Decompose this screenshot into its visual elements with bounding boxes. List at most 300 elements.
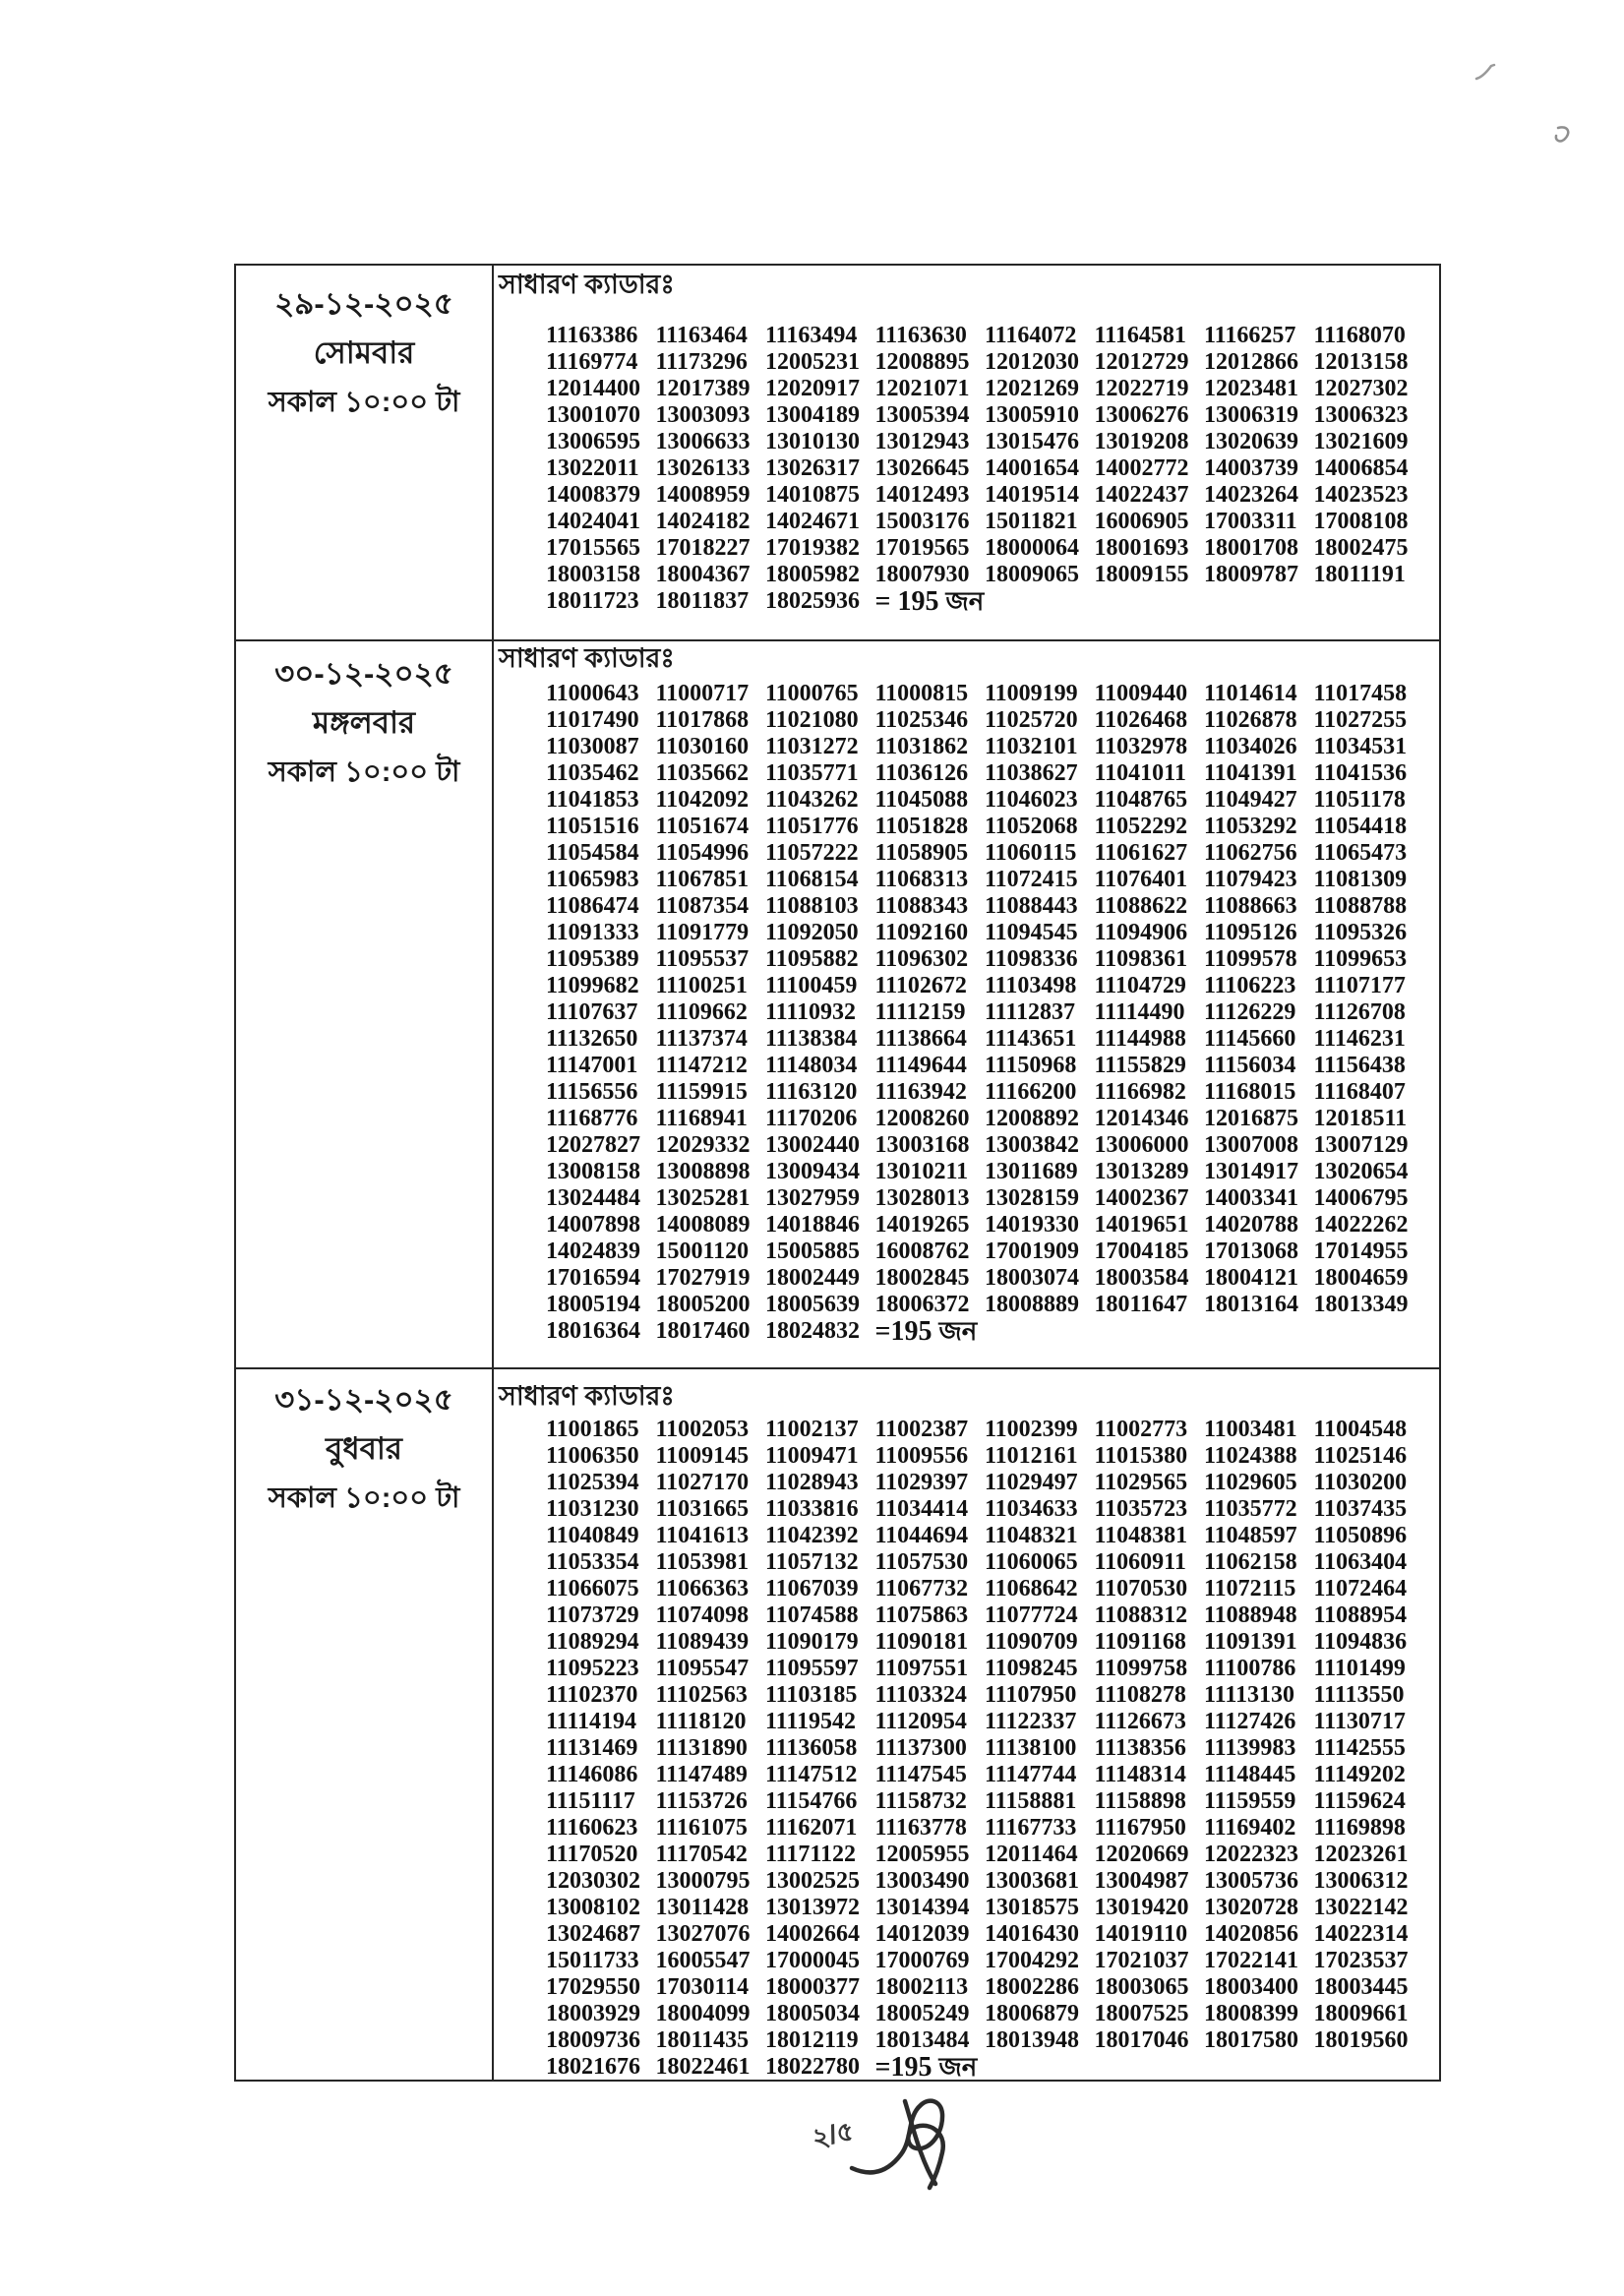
roll-number: 11164581 bbox=[1094, 323, 1186, 348]
roll-number: 12005955 bbox=[874, 1842, 970, 1867]
roll-number: 11158732 bbox=[874, 1788, 967, 1814]
roll-numbers bbox=[499, 1417, 1439, 2080]
roll-number: 13019420 bbox=[1094, 1895, 1189, 1920]
roll-row bbox=[546, 349, 1439, 376]
roll-number: 18024832 bbox=[765, 1318, 860, 1344]
roll-number: 11147212 bbox=[655, 1053, 748, 1078]
roll-number: 11131469 bbox=[546, 1735, 638, 1761]
exam-date: ৩১-১২-২০২৫ bbox=[274, 1382, 453, 1417]
roll-number: 14024839 bbox=[546, 1239, 640, 1264]
roll-number: 11044694 bbox=[874, 1523, 969, 1548]
roll-number: 11168776 bbox=[546, 1106, 638, 1131]
roll-number: 11072415 bbox=[985, 867, 1078, 892]
roll-number: 11090181 bbox=[874, 1629, 969, 1655]
roll-number: 11061627 bbox=[1094, 840, 1188, 866]
roll-number: 11131890 bbox=[655, 1735, 748, 1761]
roll-number: 14019330 bbox=[985, 1212, 1079, 1238]
roll-number: 11035772 bbox=[1204, 1496, 1297, 1522]
roll-number: 11118120 bbox=[655, 1709, 747, 1734]
roll-number: 13027076 bbox=[655, 1921, 751, 1947]
date-cell bbox=[236, 641, 494, 1367]
roll-number: 17014955 bbox=[1313, 1239, 1409, 1264]
roll-number: 11108278 bbox=[1094, 1682, 1186, 1708]
roll-number: 11148034 bbox=[765, 1053, 858, 1078]
roll-number: 11119542 bbox=[765, 1709, 857, 1734]
roll-number: 13025281 bbox=[655, 1185, 751, 1211]
roll-number: 11051516 bbox=[546, 814, 639, 839]
roll-row bbox=[546, 1132, 1439, 1159]
roll-number: 11053292 bbox=[1204, 814, 1297, 839]
roll-number: 11058905 bbox=[874, 840, 969, 866]
roll-number: 12020917 bbox=[765, 376, 860, 401]
roll-number: 11096302 bbox=[874, 946, 969, 972]
total-row bbox=[546, 1318, 1439, 1345]
roll-number: 11148314 bbox=[1094, 1762, 1186, 1787]
roll-number: 11122337 bbox=[985, 1709, 1077, 1734]
roll-row bbox=[546, 867, 1439, 893]
roll-row bbox=[546, 2027, 1439, 2054]
roll-number: 18008399 bbox=[1204, 2001, 1298, 2026]
roll-number: 12012729 bbox=[1094, 349, 1189, 375]
roll-number: 11031862 bbox=[874, 734, 969, 759]
roll-number: 11017490 bbox=[546, 707, 639, 733]
roll-number: 15001120 bbox=[655, 1239, 750, 1264]
roll-number: 11112837 bbox=[985, 999, 1076, 1025]
roll-number: 11001865 bbox=[546, 1417, 639, 1442]
roll-number: 11104729 bbox=[1094, 973, 1186, 998]
roll-number: 18022461 bbox=[655, 2054, 751, 2080]
roll-number: 13006312 bbox=[1313, 1868, 1409, 1894]
roll-number: 11168941 bbox=[655, 1106, 748, 1131]
roll-number: 11166200 bbox=[985, 1079, 1077, 1105]
roll-number: 12014400 bbox=[546, 376, 640, 401]
roll-number: 18002449 bbox=[765, 1265, 860, 1291]
roll-number: 11137300 bbox=[874, 1735, 967, 1761]
roll-number: 11043262 bbox=[765, 787, 859, 813]
roll-row bbox=[546, 1602, 1439, 1629]
roll-number: 11112159 bbox=[874, 999, 966, 1025]
roll-number: 18009065 bbox=[985, 562, 1079, 587]
roll-number: 11048381 bbox=[1094, 1523, 1188, 1548]
date-cell bbox=[236, 266, 494, 639]
roll-number: 11067039 bbox=[765, 1576, 859, 1601]
roll-row bbox=[546, 429, 1439, 455]
roll-number: 11000815 bbox=[874, 681, 969, 706]
roll-row bbox=[546, 840, 1439, 867]
roll-number: 11051828 bbox=[874, 814, 969, 839]
roll-number: 14006854 bbox=[1313, 455, 1409, 481]
roll-number: 11154766 bbox=[765, 1788, 858, 1814]
roll-number: 18000064 bbox=[985, 535, 1079, 561]
roll-number: 13024687 bbox=[546, 1921, 640, 1947]
roll-number: 11048597 bbox=[1204, 1523, 1297, 1548]
roll-number: 11076401 bbox=[1094, 867, 1188, 892]
roll-number: 11029605 bbox=[1204, 1470, 1297, 1495]
roll-number: 18022780 bbox=[765, 2054, 860, 2080]
roll-number: 12030302 bbox=[546, 1868, 640, 1894]
roll-number: 18002286 bbox=[985, 1974, 1079, 2000]
roll-number: 13022142 bbox=[1313, 1895, 1409, 1920]
roll-number: 11002773 bbox=[1094, 1417, 1188, 1442]
roll-row bbox=[546, 1523, 1439, 1549]
roll-number: 11166982 bbox=[1094, 1079, 1186, 1105]
roll-number: 18005200 bbox=[655, 1292, 751, 1317]
roll-number: 11015380 bbox=[1094, 1443, 1188, 1469]
roll-number: 11057132 bbox=[765, 1549, 859, 1575]
roll-number: 11009471 bbox=[765, 1443, 859, 1469]
roll-row bbox=[546, 2001, 1439, 2027]
roll-number: 11030200 bbox=[1313, 1470, 1408, 1495]
roll-number: 11163630 bbox=[874, 323, 967, 348]
roll-number: 11034633 bbox=[985, 1496, 1078, 1522]
roll-number: 11021080 bbox=[765, 707, 859, 733]
roll-number: 12012030 bbox=[985, 349, 1079, 375]
roll-row bbox=[546, 1895, 1439, 1921]
exam-day: সোমবার bbox=[313, 335, 415, 370]
roll-number: 11099578 bbox=[1204, 946, 1297, 972]
roll-number: 11060065 bbox=[985, 1549, 1078, 1575]
roll-number: 11029565 bbox=[1094, 1470, 1188, 1495]
total-count-unit: জন bbox=[938, 1316, 978, 1346]
roll-number: 18011191 bbox=[1313, 562, 1406, 587]
roll-number: 13010130 bbox=[765, 429, 860, 454]
roll-row bbox=[546, 1709, 1439, 1735]
roll-number: 18019560 bbox=[1313, 2027, 1409, 2053]
roll-number: 11035462 bbox=[546, 760, 639, 786]
roll-number: 11029497 bbox=[985, 1470, 1078, 1495]
roll-number: 13006276 bbox=[1094, 402, 1189, 428]
roll-number: 13028159 bbox=[985, 1185, 1079, 1211]
roll-number: 11070530 bbox=[1094, 1576, 1188, 1601]
cadre-header: সাধারণ ক্যাডারঃ bbox=[499, 1381, 675, 1411]
roll-number: 11048765 bbox=[1094, 787, 1188, 813]
schedule-row bbox=[236, 266, 1439, 639]
roll-number: 11158898 bbox=[1094, 1788, 1186, 1814]
roll-number: 17016594 bbox=[546, 1265, 640, 1291]
roll-number: 12021071 bbox=[874, 376, 970, 401]
roll-number: 18011837 bbox=[655, 588, 750, 614]
roll-number: 11126708 bbox=[1313, 999, 1406, 1025]
signature bbox=[844, 2082, 972, 2200]
roll-number: 11094906 bbox=[1094, 920, 1188, 945]
roll-number: 12014346 bbox=[1094, 1106, 1189, 1131]
roll-row bbox=[546, 946, 1439, 973]
roll-number: 18004099 bbox=[655, 2001, 751, 2026]
roll-number: 11107177 bbox=[1313, 973, 1406, 998]
roll-number: 12021269 bbox=[985, 376, 1079, 401]
roll-number: 11068642 bbox=[985, 1576, 1078, 1601]
roll-row bbox=[546, 1868, 1439, 1895]
total-count-value: =195 bbox=[874, 2052, 932, 2080]
roll-number: 11106223 bbox=[1204, 973, 1296, 998]
roll-number: 17021037 bbox=[1094, 1948, 1189, 1973]
roll-number: 11114490 bbox=[1094, 999, 1185, 1025]
roll-number: 11035723 bbox=[1094, 1496, 1188, 1522]
roll-number: 13020728 bbox=[1204, 1895, 1298, 1920]
roll-number: 11009556 bbox=[874, 1443, 969, 1469]
roll-number: 11042092 bbox=[655, 787, 750, 813]
roll-number: 18021676 bbox=[546, 2054, 640, 2080]
roll-number: 13024484 bbox=[546, 1185, 640, 1211]
roll-row bbox=[546, 509, 1439, 535]
roll-number: 11068154 bbox=[765, 867, 859, 892]
roll-row bbox=[546, 1974, 1439, 2001]
roll-number: 18003065 bbox=[1094, 1974, 1189, 2000]
total-count-label bbox=[875, 2054, 1314, 2080]
roll-row bbox=[546, 562, 1439, 588]
roll-number: 13003490 bbox=[874, 1868, 970, 1894]
roll-number: 13005910 bbox=[985, 402, 1079, 428]
roll-number: 14010875 bbox=[765, 482, 860, 508]
roll-number: 11090179 bbox=[765, 1629, 859, 1655]
roll-number: 11000717 bbox=[655, 681, 750, 706]
roll-number: 11095597 bbox=[765, 1656, 859, 1681]
roll-number: 11137374 bbox=[655, 1026, 748, 1052]
roll-number: 13026133 bbox=[655, 455, 751, 481]
roll-number: 11042392 bbox=[765, 1523, 859, 1548]
roll-number: 11090709 bbox=[985, 1629, 1078, 1655]
roll-number: 11142555 bbox=[1313, 1735, 1406, 1761]
roll-number: 11171122 bbox=[765, 1842, 857, 1867]
exam-time: সকাল ১০:০০ টা bbox=[268, 756, 460, 788]
roll-number: 11149644 bbox=[874, 1053, 967, 1078]
roll-row bbox=[546, 893, 1439, 920]
roll-number: 17019565 bbox=[874, 535, 970, 561]
total-row bbox=[546, 2054, 1439, 2080]
roll-number: 18013948 bbox=[985, 2027, 1079, 2053]
roll-number: 13011428 bbox=[655, 1895, 750, 1920]
roll-number: 11050896 bbox=[1313, 1523, 1408, 1548]
roll-number: 11099653 bbox=[1313, 946, 1408, 972]
roll-number: 12023261 bbox=[1313, 1842, 1409, 1867]
roll-number: 11095223 bbox=[546, 1656, 639, 1681]
roll-number: 13005394 bbox=[874, 402, 970, 428]
roll-number: 11025146 bbox=[1313, 1443, 1408, 1469]
roll-number: 11032978 bbox=[1094, 734, 1188, 759]
roll-row bbox=[546, 1443, 1439, 1470]
roll-number: 18016364 bbox=[546, 1318, 640, 1344]
roll-number: 11144988 bbox=[1094, 1026, 1186, 1052]
roll-number: 11052068 bbox=[985, 814, 1078, 839]
roll-number: 11009440 bbox=[1094, 681, 1188, 706]
roll-number: 11163464 bbox=[655, 323, 748, 348]
roll-row bbox=[546, 1239, 1439, 1265]
roll-number: 18011435 bbox=[655, 2027, 750, 2053]
roll-number: 13006595 bbox=[546, 429, 640, 454]
roll-number: 11027170 bbox=[655, 1470, 750, 1495]
roll-number: 15005885 bbox=[765, 1239, 860, 1264]
roll-number: 12011464 bbox=[985, 1842, 1078, 1867]
roll-number: 11156438 bbox=[1313, 1053, 1406, 1078]
roll-number: 11151117 bbox=[546, 1788, 635, 1814]
roll-number: 11003481 bbox=[1204, 1417, 1297, 1442]
roll-number: 11099682 bbox=[546, 973, 639, 998]
roll-number: 18007930 bbox=[874, 562, 970, 587]
roll-number: 17013068 bbox=[1204, 1239, 1298, 1264]
roll-number: 14001654 bbox=[985, 455, 1079, 481]
roll-number: 11170542 bbox=[655, 1842, 748, 1867]
roll-number: 13007129 bbox=[1313, 1132, 1409, 1158]
exam-time: সকাল ১০:০০ টা bbox=[268, 387, 460, 418]
roll-number: 18017460 bbox=[655, 1318, 751, 1344]
roll-number: 13008158 bbox=[546, 1159, 640, 1184]
roll-number: 13019208 bbox=[1094, 429, 1189, 454]
roll-number: 18009787 bbox=[1204, 562, 1298, 587]
roll-number: 11103185 bbox=[765, 1682, 858, 1708]
roll-number: 11130717 bbox=[1313, 1709, 1406, 1734]
roll-row bbox=[546, 1788, 1439, 1815]
roll-number: 13013289 bbox=[1094, 1159, 1189, 1184]
roll-row bbox=[546, 1026, 1439, 1053]
roll-number: 18017580 bbox=[1204, 2027, 1298, 2053]
roll-number: 17019382 bbox=[765, 535, 860, 561]
roll-number: 11094545 bbox=[985, 920, 1078, 945]
roll-number: 18025936 bbox=[765, 588, 860, 614]
roll-number: 13014394 bbox=[874, 1895, 970, 1920]
roll-number: 18007525 bbox=[1094, 2001, 1189, 2026]
roll-row bbox=[546, 1106, 1439, 1132]
roll-number: 11159559 bbox=[1204, 1788, 1296, 1814]
roll-number: 11030087 bbox=[546, 734, 639, 759]
roll-number: 18003158 bbox=[546, 562, 640, 587]
roll-number: 11072464 bbox=[1313, 1576, 1408, 1601]
roll-number: 11086474 bbox=[546, 893, 639, 919]
roll-number: 17022141 bbox=[1204, 1948, 1298, 1973]
roll-number: 11029397 bbox=[874, 1470, 969, 1495]
roll-number: 11037435 bbox=[1313, 1496, 1408, 1522]
roll-number: 12027302 bbox=[1313, 376, 1409, 401]
roll-row bbox=[546, 920, 1439, 946]
roll-number: 18012119 bbox=[765, 2027, 859, 2053]
roll-number: 18004367 bbox=[655, 562, 751, 587]
roll-number: 18009736 bbox=[546, 2027, 640, 2053]
roll-number: 14007898 bbox=[546, 1212, 640, 1238]
roll-number: 11045088 bbox=[874, 787, 969, 813]
roll-number: 13007008 bbox=[1204, 1132, 1298, 1158]
roll-number: 18005034 bbox=[765, 2001, 860, 2026]
roll-number: 11113130 bbox=[1204, 1682, 1295, 1708]
roll-number: 11025720 bbox=[985, 707, 1078, 733]
roll-number: 13008898 bbox=[655, 1159, 751, 1184]
roll-number: 11170520 bbox=[546, 1842, 638, 1867]
roll-number: 18009155 bbox=[1094, 562, 1189, 587]
roll-number: 18005194 bbox=[546, 1292, 640, 1317]
roll-number: 13003681 bbox=[985, 1868, 1079, 1894]
roll-number: 12018511 bbox=[1313, 1106, 1408, 1131]
roll-number: 11147001 bbox=[546, 1053, 638, 1078]
roll-number: 11098336 bbox=[985, 946, 1078, 972]
roll-row bbox=[546, 535, 1439, 562]
roll-number: 11173296 bbox=[655, 349, 748, 375]
roll-row bbox=[546, 1417, 1439, 1443]
roll-number: 13026645 bbox=[874, 455, 970, 481]
roll-number: 11041853 bbox=[546, 787, 639, 813]
roll-number: 11054418 bbox=[1313, 814, 1408, 839]
roll-number: 11032101 bbox=[985, 734, 1078, 759]
roll-number: 11051178 bbox=[1313, 787, 1406, 813]
roll-list-cell bbox=[494, 641, 1439, 1367]
roll-number: 13006633 bbox=[655, 429, 751, 454]
roll-number: 11065473 bbox=[1313, 840, 1408, 866]
roll-number: 13000795 bbox=[655, 1868, 751, 1894]
roll-number: 11138664 bbox=[874, 1026, 967, 1052]
roll-number: 11062756 bbox=[1204, 840, 1297, 866]
roll-numbers bbox=[499, 323, 1439, 615]
roll-number: 12012866 bbox=[1204, 349, 1298, 375]
roll-number: 11162071 bbox=[765, 1815, 858, 1841]
roll-row bbox=[546, 999, 1439, 1026]
exam-day: মঙ্গলবার bbox=[312, 705, 416, 740]
roll-number: 11089294 bbox=[546, 1629, 639, 1655]
roll-number: 11068313 bbox=[874, 867, 969, 892]
roll-number: 11114194 bbox=[546, 1709, 637, 1734]
roll-number: 11103324 bbox=[874, 1682, 967, 1708]
roll-number: 13027959 bbox=[765, 1185, 860, 1211]
roll-number: 11088948 bbox=[1204, 1602, 1297, 1628]
roll-row bbox=[546, 1921, 1439, 1948]
roll-number: 11052292 bbox=[1094, 814, 1188, 839]
roll-number: 11088312 bbox=[1094, 1602, 1188, 1628]
roll-number: 11146231 bbox=[1313, 1026, 1406, 1052]
roll-number: 12022323 bbox=[1204, 1842, 1298, 1867]
total-count-unit: জন bbox=[938, 2052, 978, 2080]
roll-number: 11027255 bbox=[1313, 707, 1408, 733]
roll-number: 17027919 bbox=[655, 1265, 751, 1291]
roll-number: 11143651 bbox=[985, 1026, 1077, 1052]
roll-number: 11053354 bbox=[546, 1549, 639, 1575]
roll-number: 11169402 bbox=[1204, 1815, 1296, 1841]
roll-number: 11163942 bbox=[874, 1079, 967, 1105]
roll-number: 11072115 bbox=[1204, 1576, 1296, 1601]
roll-number: 17001909 bbox=[985, 1239, 1079, 1264]
roll-number: 14022437 bbox=[1094, 482, 1189, 508]
roll-number: 11087354 bbox=[655, 893, 750, 919]
roll-row bbox=[546, 1629, 1439, 1656]
roll-number: 12023481 bbox=[1204, 376, 1298, 401]
roll-number: 11147744 bbox=[985, 1762, 1077, 1787]
roll-number: 17004292 bbox=[985, 1948, 1079, 1973]
roll-number: 11041536 bbox=[1313, 760, 1408, 786]
roll-number: 13002440 bbox=[765, 1132, 860, 1158]
roll-number: 14012493 bbox=[874, 482, 970, 508]
roll-number: 11017458 bbox=[1313, 681, 1408, 706]
roll-number: 14023264 bbox=[1204, 482, 1298, 508]
roll-number: 13006323 bbox=[1313, 402, 1409, 428]
roll-number: 11126229 bbox=[1204, 999, 1296, 1025]
roll-number: 11097551 bbox=[874, 1656, 969, 1681]
roll-number: 15003176 bbox=[874, 509, 970, 534]
roll-number: 11049427 bbox=[1204, 787, 1297, 813]
roll-number: 13022011 bbox=[546, 455, 639, 481]
roll-number: 11066075 bbox=[546, 1576, 639, 1601]
roll-number: 14022262 bbox=[1313, 1212, 1409, 1238]
roll-number: 11034414 bbox=[874, 1496, 969, 1522]
roll-number: 14020856 bbox=[1204, 1921, 1298, 1947]
roll-number: 13006319 bbox=[1204, 402, 1298, 428]
roll-number: 11147545 bbox=[874, 1762, 967, 1787]
roll-number: 11002399 bbox=[985, 1417, 1078, 1442]
roll-number: 18003400 bbox=[1204, 1974, 1298, 2000]
roll-number: 13010211 bbox=[874, 1159, 969, 1184]
roll-number: 12008895 bbox=[874, 349, 970, 375]
roll-row bbox=[546, 1470, 1439, 1496]
roll-number: 11163120 bbox=[765, 1079, 858, 1105]
roll-number: 14019514 bbox=[985, 482, 1079, 508]
roll-number: 11088788 bbox=[1313, 893, 1408, 919]
roll-number: 18013349 bbox=[1313, 1292, 1409, 1317]
roll-number: 14023523 bbox=[1313, 482, 1409, 508]
roll-number: 11038627 bbox=[985, 760, 1078, 786]
